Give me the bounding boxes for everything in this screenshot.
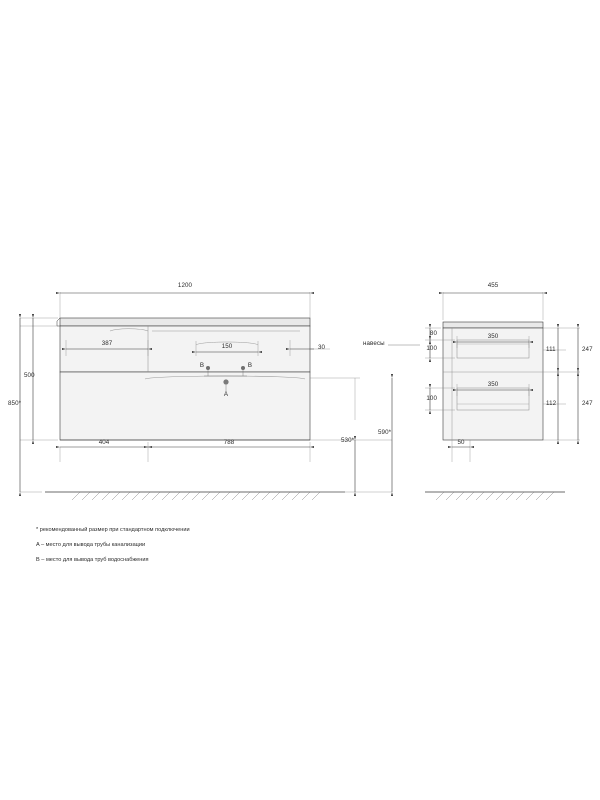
dim-label-530: 530*: [341, 436, 355, 444]
front-countertop: [57, 318, 310, 326]
legend-line-1: * рекомендованный размер при стандартном подключении: [36, 527, 190, 533]
dim-label-100-upper: 100: [426, 345, 437, 352]
dim-label-350-lower: 350: [487, 381, 499, 388]
dim-label-150: 150: [221, 343, 233, 350]
dim-label-455: 455: [487, 282, 499, 289]
dim-label-100-lower: 100: [426, 395, 437, 402]
dim-label-247-bottom: 247: [582, 399, 593, 407]
dim-label-850: 850*: [8, 399, 22, 407]
dim-label-30: 30: [318, 344, 326, 351]
dim-label-500: 500: [24, 371, 35, 379]
point-label-b-left: B: [199, 362, 205, 369]
side-floor-line: [425, 492, 565, 500]
dim-label-247-top: 247: [582, 345, 593, 353]
dim-label-111: 111: [546, 345, 556, 353]
point-label-a: A: [223, 391, 229, 398]
dim-label-404: 404: [98, 439, 110, 446]
legend-line-3: B – место для вывода труб водоснабжения: [36, 557, 149, 563]
dim-label-112: 112: [546, 399, 557, 407]
dim-label-387: 387: [101, 340, 113, 347]
dim-label-1200: 1200: [177, 282, 193, 289]
dim-label-590: 590*: [378, 428, 392, 436]
dim-label-788: 788: [223, 439, 235, 446]
point-label-b-right: B: [247, 362, 253, 369]
dim-label-50: 50: [457, 439, 465, 446]
hangers-label: навесы: [363, 340, 385, 347]
dim-label-350-upper: 350: [487, 333, 499, 340]
front-lower-drawer: [60, 372, 310, 440]
dim-label-80: 80: [429, 330, 437, 337]
front-floor-line: [45, 492, 345, 500]
legend-line-2: A – место для вывода трубы канализации: [36, 542, 146, 548]
